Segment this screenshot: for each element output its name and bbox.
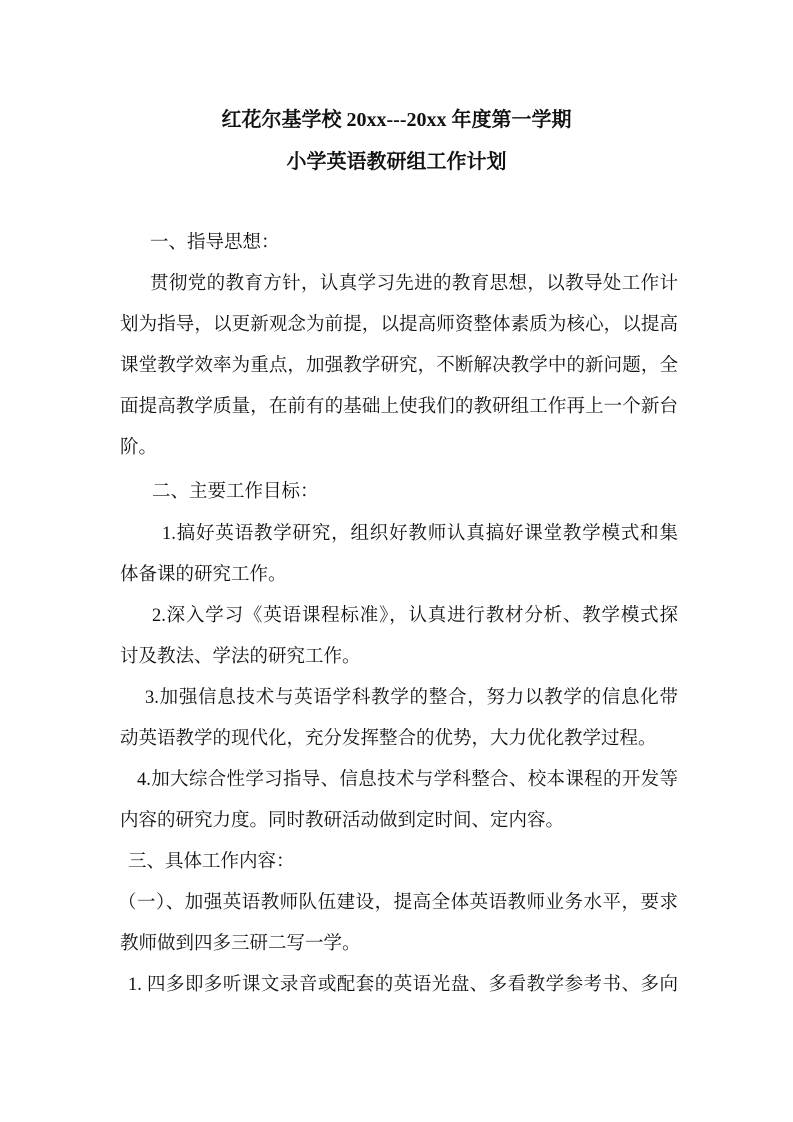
body-line: 1. 四多即多听课文录音或配套的英语光盘、多看教学参考书、多向: [128, 975, 678, 995]
body-line: 4.加大综合性学习指导、信息技术与学科整合、校本课程的开发等: [137, 770, 678, 790]
section-heading-2: 二、主要工作目标：: [152, 482, 319, 502]
body-line: 划为指导，以更新观念为前提，以提高师资整体素质为核心，以提高: [120, 315, 678, 335]
document-subtitle: 小学英语教研组工作计划: [286, 151, 507, 173]
body-line: 1.搞好英语教学研究，组织好教师认真搞好课堂教学模式和集: [162, 524, 678, 544]
body-line: 体备课的研究工作。: [120, 565, 287, 585]
section-heading-1: 一、指导思想：: [150, 233, 280, 253]
body-line: 贯彻党的教育方针，认真学习先进的教育思想，以教导处工作计: [150, 274, 678, 294]
body-line: 内容的研究力度。同时教研活动做到定时间、定内容。: [120, 811, 565, 831]
body-line: 动英语教学的现代化，充分发挥整合的优势，大力优化教学过程。: [120, 729, 657, 749]
body-line: 阶。: [120, 438, 158, 458]
section-heading-3: 三、具体工作内容：: [128, 852, 295, 872]
document-title: 红花尔基学校 20xx---20xx 年度第一学期: [221, 109, 572, 131]
body-line: （一）、加强英语教师队伍建设，提高全体英语教师业务水平，要求: [118, 893, 678, 913]
body-line: 3.加强信息技术与英语学科教学的整合，努力以教学的信息化带: [145, 688, 678, 708]
body-line: 课堂教学效率为重点，加强教学研究，不断解决教学中的新问题，全: [120, 356, 678, 376]
body-line: 讨及教法、学法的研究工作。: [120, 647, 361, 667]
body-line: 2.深入学习《英语课程标准》，认真进行教材分析、教学模式探: [152, 606, 678, 626]
body-line: 面提高教学质量，在前有的基础上使我们的教研组工作再上一个新台: [120, 397, 678, 417]
body-line: 教师做到四多三研二写一学。: [120, 934, 361, 954]
